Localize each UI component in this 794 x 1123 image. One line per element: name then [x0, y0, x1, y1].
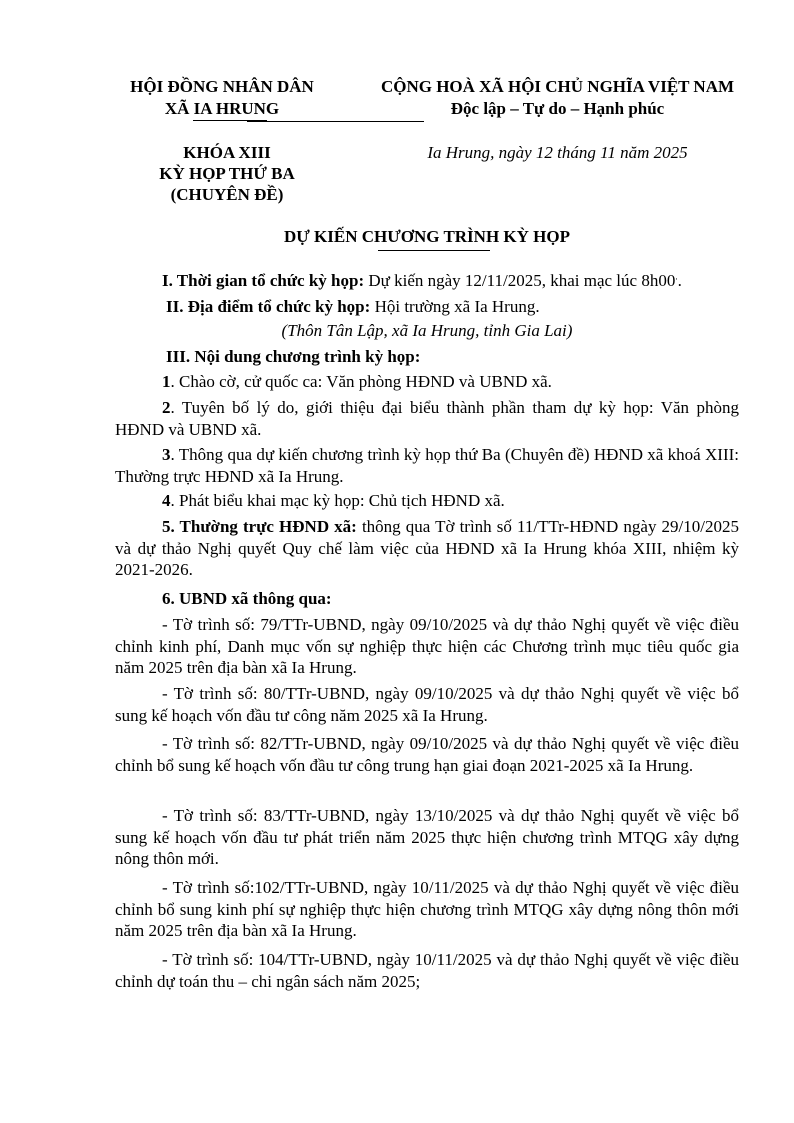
session-number: KỲ HỌP THỨ BA — [159, 164, 295, 183]
agenda-item-number: 5. Thường trực HĐND xã: — [162, 517, 357, 536]
agenda-bullet-83: - Tờ trình số: 83/TTr-UBND, ngày 13/10/2025 và dự thảo Nghị quyết về việc bổ sung kế hoạch vốn đầu tư phát triển năm 2025 thực hiện chương trình MTQG xây dựng nông thôn mới. — [115, 806, 739, 868]
motto-underline — [247, 121, 424, 122]
national-motto: Độc lập – Tự do – Hạnh phúc — [450, 99, 665, 118]
commune-name: XÃ IA HRUNG — [164, 99, 280, 118]
agenda-item-text: . Thông qua dự kiến chương trình kỳ họp thứ Ba (Chuyên đề) HĐND xã khoá XIII: Thường trực HĐND xã Ia Hrung. — [115, 445, 739, 486]
agenda-item-text: . Phát biểu khai mạc kỳ họp: Chủ tịch HĐND xã. — [170, 491, 505, 510]
agenda-bullet-80: - Tờ trình số: 80/TTr-UBND, ngày 09/10/2025 và dự thảo Nghị quyết về việc bổ sung kế hoạch vốn đầu tư công năm 2025 xã Ia Hrung. — [115, 684, 739, 725]
agenda-bullet-102: - Tờ trình số:102/TTr-UBND, ngày 10/11/2025 và dự thảo Nghị quyết về việc điều chỉnh bổ sung kinh phí sự nghiệp thực hiện chương trình MTQG xây dựng nông thôn mới năm 2025 trên địa bàn xã Ia Hrung. — [115, 878, 739, 940]
section-place-detail: (Thôn Tân Lập, xã Ia Hrung, tỉnh Gia Lai) — [281, 321, 573, 340]
agenda-item-number: 2 — [162, 398, 171, 417]
document-title: DỰ KIẾN CHƯƠNG TRÌNH KỲ HỌP — [283, 227, 571, 246]
agenda-item-text: . Tuyên bố lý do, giới thiệu đại biểu thành phần tham dự kỳ họp: Văn phòng HĐND và UBND xã. — [115, 398, 739, 439]
session-type: (CHUYÊN ĐỀ) — [170, 185, 284, 204]
place-date: Ia Hrung, ngày 12 tháng 11 năm 2025 — [427, 143, 688, 162]
agenda-item-4 — [115, 490, 739, 512]
nation-name: CỘNG HOÀ XÃ HỘI CHỦ NGHĨA VIỆT NAM — [380, 77, 735, 96]
section-content-heading: III. Nội dung chương trình kỳ họp: — [166, 347, 421, 366]
section-time-label: I. Thời gian tổ chức kỳ họp: — [162, 271, 365, 290]
agenda-bullet-82: - Tờ trình số: 82/TTr-UBND, ngày 09/10/2025 và dự thảo Nghị quyết về việc điều chỉnh bổ sung kế hoạch vốn đầu tư công trung hạn giai đoạn 2021-2025 xã Ia Hrung. — [115, 734, 739, 775]
agenda-item-1 — [115, 371, 739, 393]
agenda-item-number: 4 — [162, 491, 171, 510]
agenda-bullet-104: - Tờ trình số: 104/TTr-UBND, ngày 10/11/2025 và dự thảo Nghị quyết về việc điều chỉnh dự toán thu – chi ngân sách năm 2025; — [115, 950, 739, 991]
time-superscript-mark: . — [675, 271, 678, 282]
agenda-item-text: . Chào cờ, cử quốc ca: Văn phòng HĐND và UBND xã. — [170, 372, 552, 391]
section-place-label: II. Địa điểm tổ chức kỳ họp: — [166, 297, 371, 316]
section-time-text: Dự kiến ngày 12/11/2025, khai mạc lúc 8h00 — [364, 271, 676, 290]
agenda-item-6-heading: 6. UBND xã thông qua: — [162, 589, 332, 608]
council-term: KHÓA XIII — [183, 143, 271, 162]
agenda-item-number: 3 — [162, 445, 171, 464]
title-underline — [378, 250, 490, 251]
section-time: I. Thời gian tổ chức kỳ họp: Dự kiến ngày 12/11/2025, khai mạc lúc 8h00.. — [162, 271, 682, 290]
agenda-bullet-79: - Tờ trình số: 79/TTr-UBND, ngày 09/10/2025 và dự thảo Nghị quyết về việc điều chỉnh kinh phí, Danh mục vốn sự nghiệp thực hiện các Chương trình mục tiêu quốc gia năm 2025 trên địa bàn xã Ia Hrung. — [115, 615, 739, 677]
section-place-text: Hội trường xã Ia Hrung. — [370, 297, 540, 316]
agenda-item-text: thông qua Tờ trình số 11/TTr-HĐND ngày 29/10/2025 và dự thảo Nghị quyết Quy chế làm việc của HĐND xã Ia Hrung khóa XIII, nhiệm kỳ 2021-2026. — [115, 517, 740, 579]
agenda-item-number: 1 — [162, 372, 171, 391]
agenda-item-5 — [115, 516, 739, 581]
agenda-item-3 — [115, 444, 739, 487]
agenda-item-2 — [115, 397, 739, 440]
council-name: HỘI ĐỒNG NHÂN DÂN — [130, 77, 314, 96]
section-place — [166, 296, 766, 318]
